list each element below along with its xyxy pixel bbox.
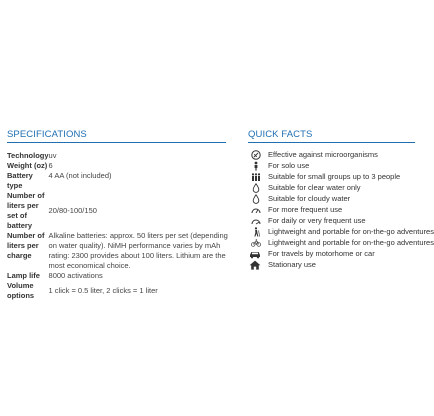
quick-facts-list <box>248 149 434 270</box>
quick-facts-divider <box>248 142 415 143</box>
quick-fact-item <box>248 237 434 248</box>
quick-fact-item <box>248 182 416 193</box>
spec-row <box>7 161 235 171</box>
spec-row <box>7 151 235 161</box>
quick-fact-item <box>248 204 416 215</box>
bicycle-icon <box>251 238 261 248</box>
hiker-icon <box>251 227 261 237</box>
quick-fact-text: For solo use <box>268 161 310 170</box>
spec-value: uv <box>48 151 57 160</box>
spec-value: 8000 activations <box>48 271 103 280</box>
quick-fact-item <box>248 248 416 259</box>
quick-fact-text: Lightweight and portable for on-the-go adventures <box>268 238 434 247</box>
quick-fact-text: Suitable for small groups up to 3 people <box>268 172 401 181</box>
spec-key: Volume options <box>7 281 35 300</box>
spec-row <box>7 191 235 231</box>
quick-fact-text: Stationary use <box>268 260 316 269</box>
spec-key: Battery type <box>7 171 33 190</box>
quick-fact-text: Effective against microorganisms <box>268 150 378 159</box>
quick-fact-item <box>248 259 416 270</box>
water-drop-icon <box>251 183 261 193</box>
spec-row <box>7 281 235 301</box>
spec-key: Weight (oz) <box>7 161 48 170</box>
shield-icon <box>251 150 261 160</box>
house-icon <box>249 260 261 270</box>
quick-fact-item <box>248 160 416 171</box>
spec-value: Alkaline batteries: approx. 50 liters per set (depending on water quality). NiMH performance varies by mAh rating: 2300 provides about 100 liters. Lithium are the most economical choice. <box>48 231 228 270</box>
quick-fact-text: Suitable for clear water only <box>268 183 361 192</box>
quick-fact-item <box>248 215 416 226</box>
quick-fact-text: For daily or very frequent use <box>268 216 366 225</box>
group-icon <box>251 172 261 182</box>
quick-facts-heading: QUICK FACTS <box>248 129 313 140</box>
quick-fact-item <box>248 149 416 160</box>
gauge-icon <box>251 216 261 226</box>
car-icon <box>249 249 261 259</box>
quick-fact-text: For more frequent use <box>268 205 343 214</box>
spec-value: 6 <box>48 161 53 170</box>
quick-fact-item <box>248 193 416 204</box>
spec-key: Technology <box>7 151 49 160</box>
spec-key: Number of liters per set of battery <box>7 191 45 230</box>
spec-value: 20/80-100/150 <box>48 206 97 215</box>
spec-key: Lamp life <box>7 271 40 280</box>
quick-fact-text: Lightweight and portable for on-the-go adventures <box>268 227 434 236</box>
specifications-heading: SPECIFICATIONS <box>7 129 87 140</box>
quick-fact-text: Suitable for cloudy water <box>268 194 351 203</box>
spec-value: 4 AA (not included) <box>48 171 112 180</box>
spec-row <box>7 271 235 281</box>
spec-row <box>7 171 235 191</box>
quick-fact-item <box>248 226 434 237</box>
spec-key: Number of liters per charge <box>7 231 45 260</box>
spec-row <box>7 231 235 271</box>
water-drop-icon <box>251 194 261 204</box>
specifications-divider <box>7 142 226 143</box>
spec-value: 1 click = 0.5 liter, 2 clicks = 1 liter <box>48 286 158 295</box>
quick-fact-text: For travels by motorhome or car <box>268 249 375 258</box>
gauge-icon <box>251 205 261 215</box>
quick-fact-item <box>248 171 416 182</box>
specifications-table <box>7 151 235 301</box>
person-icon <box>251 161 261 171</box>
